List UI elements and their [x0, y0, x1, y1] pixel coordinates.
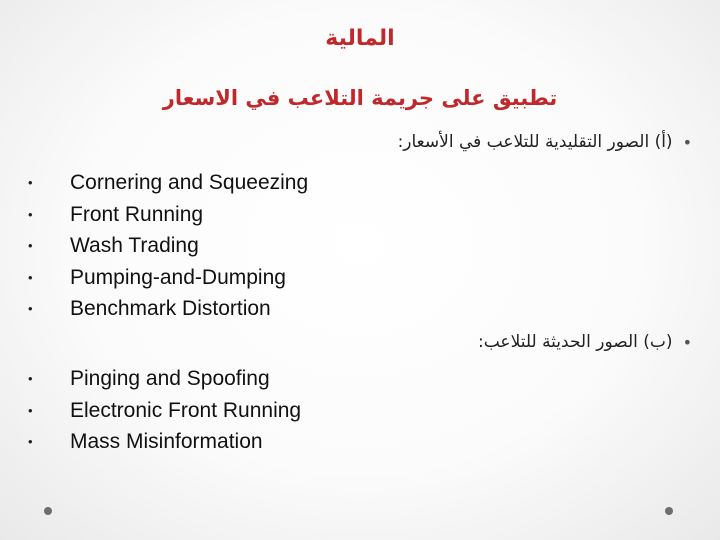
bullet-icon: • — [682, 332, 692, 352]
list-item: • Benchmark Distortion — [28, 293, 308, 325]
list-item: • Front Running — [28, 199, 308, 231]
bullet-icon: • — [28, 238, 33, 253]
list-item: • Pumping-and-Dumping — [28, 262, 308, 294]
modern-forms-list — [28, 363, 301, 458]
bullet-icon: • — [28, 175, 33, 190]
list-item: • Cornering and Squeezing — [28, 167, 308, 199]
traditional-forms-list — [28, 167, 308, 325]
list-item: • Pinging and Spoofing — [28, 363, 301, 395]
bullet-icon: • — [28, 269, 33, 285]
bullet-icon: • — [682, 132, 692, 152]
bullet-icon: • — [28, 371, 33, 386]
section-b-heading — [478, 332, 692, 352]
corner-dot-left — [44, 507, 52, 515]
section-a-heading — [398, 132, 692, 152]
slide-subtitle: تطبيق على جريمة التلاعب في الاسعار — [162, 86, 558, 110]
list-item: • Wash Trading — [28, 230, 308, 262]
section-b-label: (ب) الصور الحديثة للتلاعب: — [478, 332, 673, 352]
bullet-icon: • — [28, 402, 33, 418]
list-item: • Mass Misinformation — [28, 426, 301, 458]
bullet-icon: • — [28, 301, 33, 316]
bullet-icon: • — [28, 206, 33, 222]
section-a-label: (أ) الصور التقليدية للتلاعب في الأسعار: — [397, 132, 673, 152]
list-item: • Electronic Front Running — [28, 395, 301, 427]
corner-dot-right — [665, 507, 673, 515]
bullet-icon: • — [28, 434, 33, 449]
slide-title: المالية — [325, 26, 395, 51]
